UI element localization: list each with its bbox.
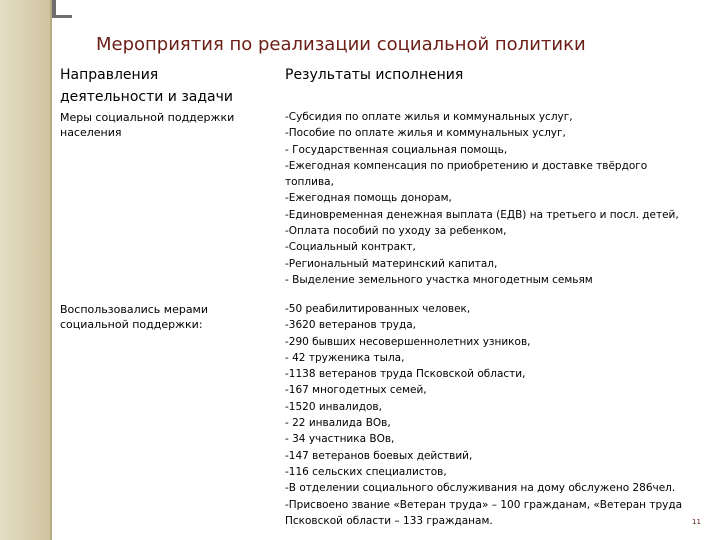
list-item: -Присвоено звание «Ветеран труда» – 100 гражданам, «Ветеран труда Псковской области – 133 гражданам. (285, 498, 683, 527)
list-item: -Субсидия по оплате жилья и коммунальных услуг, (285, 111, 573, 123)
list-item: -1520 инвалидов, (285, 400, 382, 413)
list-item: -116 сельских специалистов, (285, 465, 447, 478)
page-number: 11 (692, 518, 701, 526)
list-item: -В отделении социального обслуживания на дому обслужено 286чел. (285, 482, 676, 495)
column-header-directions-line1: Направления (60, 67, 159, 83)
corner-bracket-decoration (52, 0, 72, 18)
list-item: -Пособие по оплате жилья и коммунальных услуг, (285, 127, 566, 140)
results-list-beneficiaries (285, 301, 715, 529)
list-item: -Ежегодная помощь донорам, (285, 192, 452, 205)
list-item: -50 реабилитированных человек, (285, 303, 471, 315)
list-item: -290 бывших несовершеннолетних узников, (285, 335, 531, 348)
slide-title: Мероприятия по реализации социальной политики (96, 34, 586, 55)
decorative-sidebar (0, 0, 50, 540)
list-item: -Ежегодная компенсация по приобретению и доставке твёрдого топлива, (285, 159, 648, 189)
row-label-beneficiaries: Воспользовались мерами социальной поддержки: (60, 303, 209, 331)
list-item: - Выделение земельного участка многодетным семьям (285, 273, 593, 286)
list-item: -Региональный материнский капитал, (285, 257, 498, 270)
list-item: -Единовременная денежная выплата (ЕДВ) на третьего и посл. детей, (285, 208, 679, 221)
list-item: - Государственная социальная помощь, (285, 143, 508, 156)
list-item: -1138 ветеранов труда Псковской области, (285, 368, 526, 381)
list-item: -167 многодетных семей, (285, 384, 427, 397)
column-header-directions-line2: деятельности и задачи (60, 89, 234, 105)
list-item: - 22 инвалида ВОв, (285, 417, 391, 430)
row-label-support-measures: Меры социальной поддержки населения (60, 111, 235, 139)
list-item: - 34 участника ВОв, (285, 433, 395, 446)
list-item: -Оплата пособий по уходу за ребенком, (285, 225, 507, 238)
list-item: -3620 ветеранов труда, (285, 319, 417, 332)
column-header-results: Результаты исполнения (285, 67, 464, 83)
list-item: -Социальный контракт, (285, 241, 416, 254)
list-item: - 42 труженика тыла, (285, 351, 405, 364)
list-item: -147 ветеранов боевых действий, (285, 449, 473, 462)
sidebar-edge-line (50, 0, 52, 540)
column-header-directions (60, 64, 260, 108)
results-list-support-measures (285, 109, 715, 288)
